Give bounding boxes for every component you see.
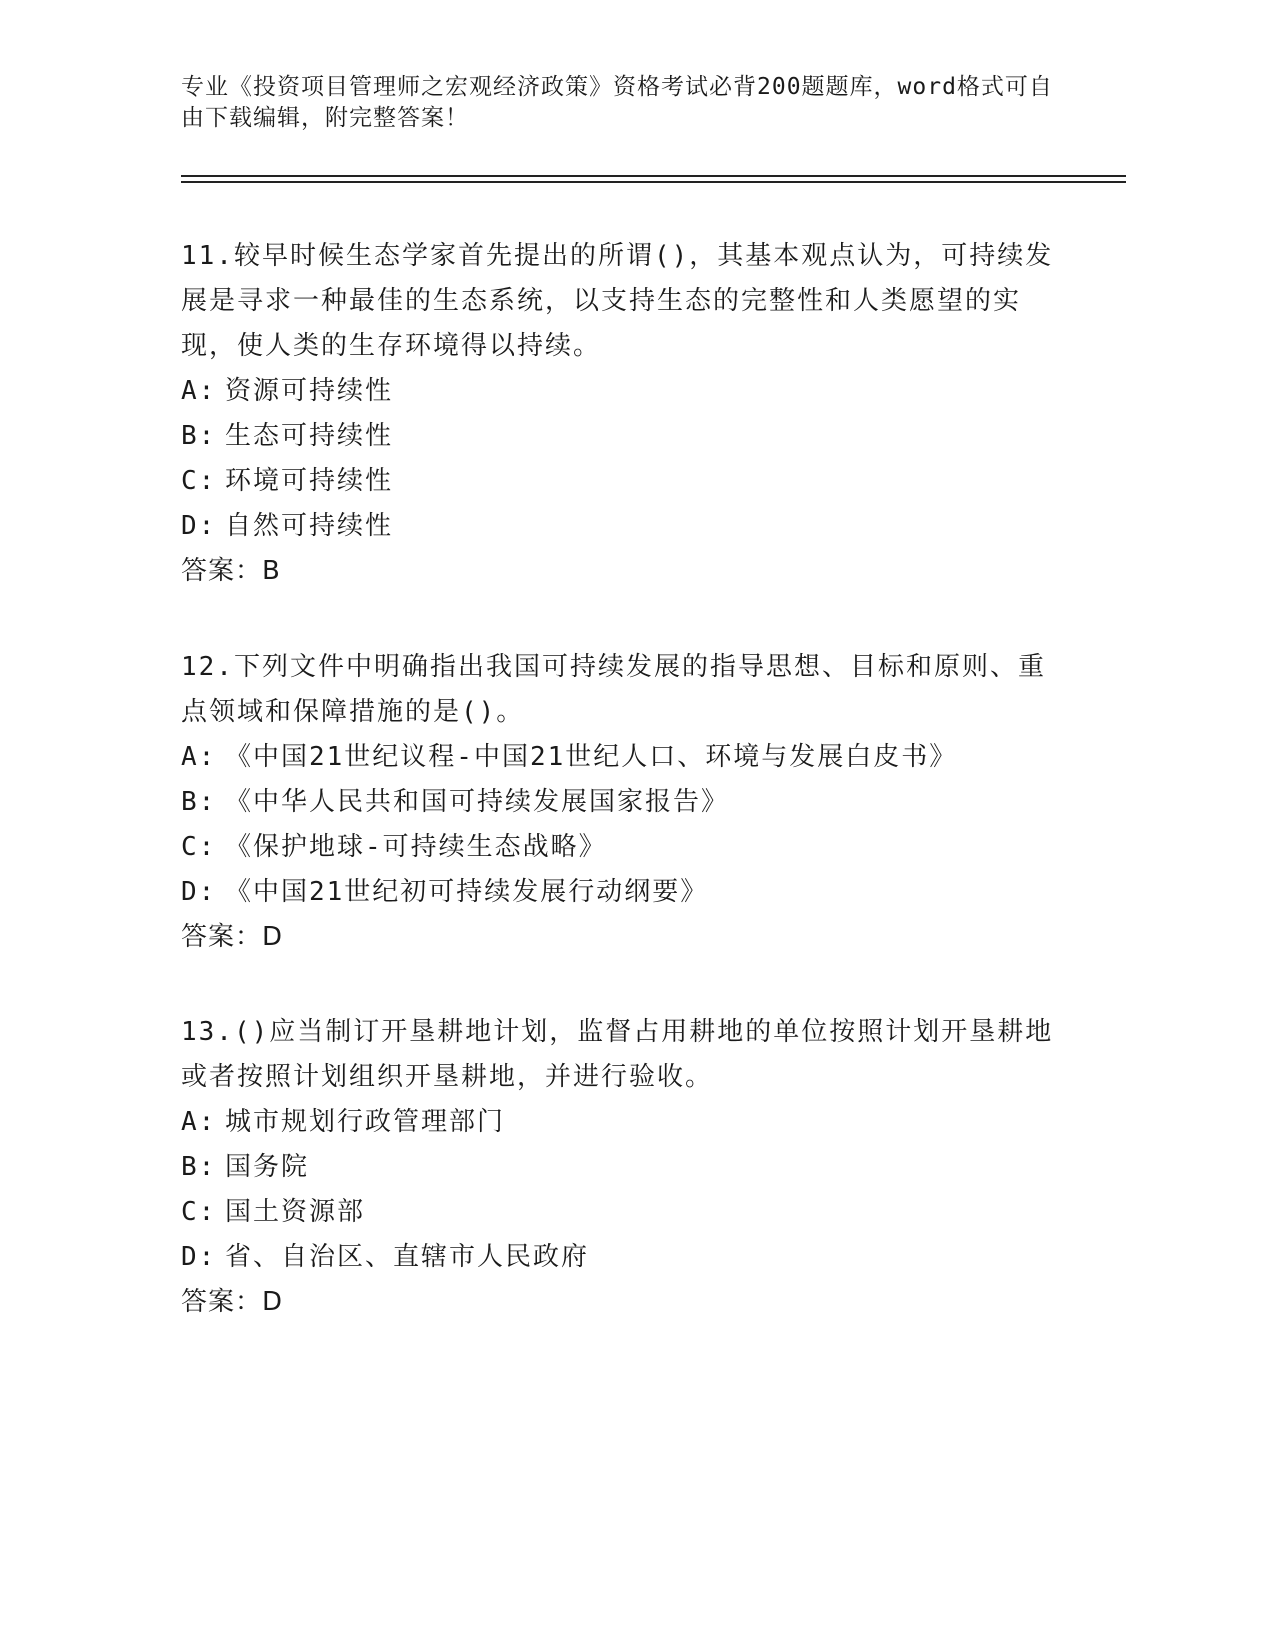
- header-rule-bottom: [181, 181, 1126, 183]
- option-a: [181, 1100, 1061, 1145]
- answer-line: 答案：D: [181, 1287, 284, 1317]
- option-letter: A:: [181, 742, 217, 772]
- option-text: 城市规划行政管理部门: [225, 1107, 506, 1137]
- option-a: [181, 735, 1061, 780]
- option-text: 国土资源部: [225, 1197, 366, 1227]
- option-text: 环境可持续性: [225, 466, 394, 496]
- option-letter: B:: [181, 1152, 217, 1182]
- question-11: [181, 234, 1061, 594]
- option-text: 《中华人民共和国可持续发展国家报告》: [225, 787, 730, 817]
- option-b: [181, 780, 1061, 825]
- answer-line: 答案：B: [181, 556, 281, 586]
- option-text: 国务院: [225, 1152, 310, 1182]
- option-letter: A:: [181, 376, 217, 406]
- option-letter: C:: [181, 466, 217, 496]
- option-letter: D:: [181, 511, 217, 541]
- option-letter: D:: [181, 1242, 217, 1272]
- option-letter: C:: [181, 1197, 217, 1227]
- header-rule-top: [181, 175, 1126, 177]
- option-c: [181, 459, 1061, 504]
- option-d: [181, 1235, 1061, 1280]
- option-text: 《中国21世纪议程-中国21世纪人口、环境与发展白皮书》: [225, 742, 958, 772]
- option-letter: B:: [181, 421, 217, 451]
- option-text: 资源可持续性: [225, 376, 394, 406]
- answer-line: 答案：D: [181, 922, 284, 952]
- option-c: [181, 825, 1061, 870]
- question-stem: 11.较早时候生态学家首先提出的所谓()，其基本观点认为，可持续发展是寻求一种最佳的生态系统，以支持生态的完整性和人类愿望的实现，使人类的生存环境得以持续。: [181, 241, 1054, 361]
- question-12: [181, 645, 1061, 960]
- option-a: [181, 369, 1061, 414]
- option-b: [181, 414, 1061, 459]
- option-d: [181, 870, 1061, 915]
- document-header: 专业《投资项目管理师之宏观经济政策》资格考试必背200题题库，word格式可自由下载编辑，附完整答案！: [181, 74, 1053, 131]
- option-text: 《中国21世纪初可持续发展行动纲要》: [225, 877, 709, 907]
- option-letter: B:: [181, 787, 217, 817]
- option-b: [181, 1145, 1061, 1190]
- option-letter: A:: [181, 1107, 217, 1137]
- question-stem: 13.()应当制订开垦耕地计划，监督占用耕地的单位按照计划开垦耕地或者按照计划组织开垦耕地，并进行验收。: [181, 1017, 1054, 1092]
- option-text: 生态可持续性: [225, 421, 394, 451]
- option-letter: C:: [181, 832, 217, 862]
- question-13: [181, 1010, 1061, 1325]
- option-d: [181, 504, 1061, 549]
- option-text: 省、自治区、直辖市人民政府: [225, 1242, 590, 1272]
- option-c: [181, 1190, 1061, 1235]
- option-text: 《保护地球-可持续生态战略》: [225, 832, 607, 862]
- question-stem: 12.下列文件中明确指出我国可持续发展的指导思想、目标和原则、重点领域和保障措施的是()。: [181, 652, 1046, 727]
- option-text: 自然可持续性: [225, 511, 394, 541]
- option-letter: D:: [181, 877, 217, 907]
